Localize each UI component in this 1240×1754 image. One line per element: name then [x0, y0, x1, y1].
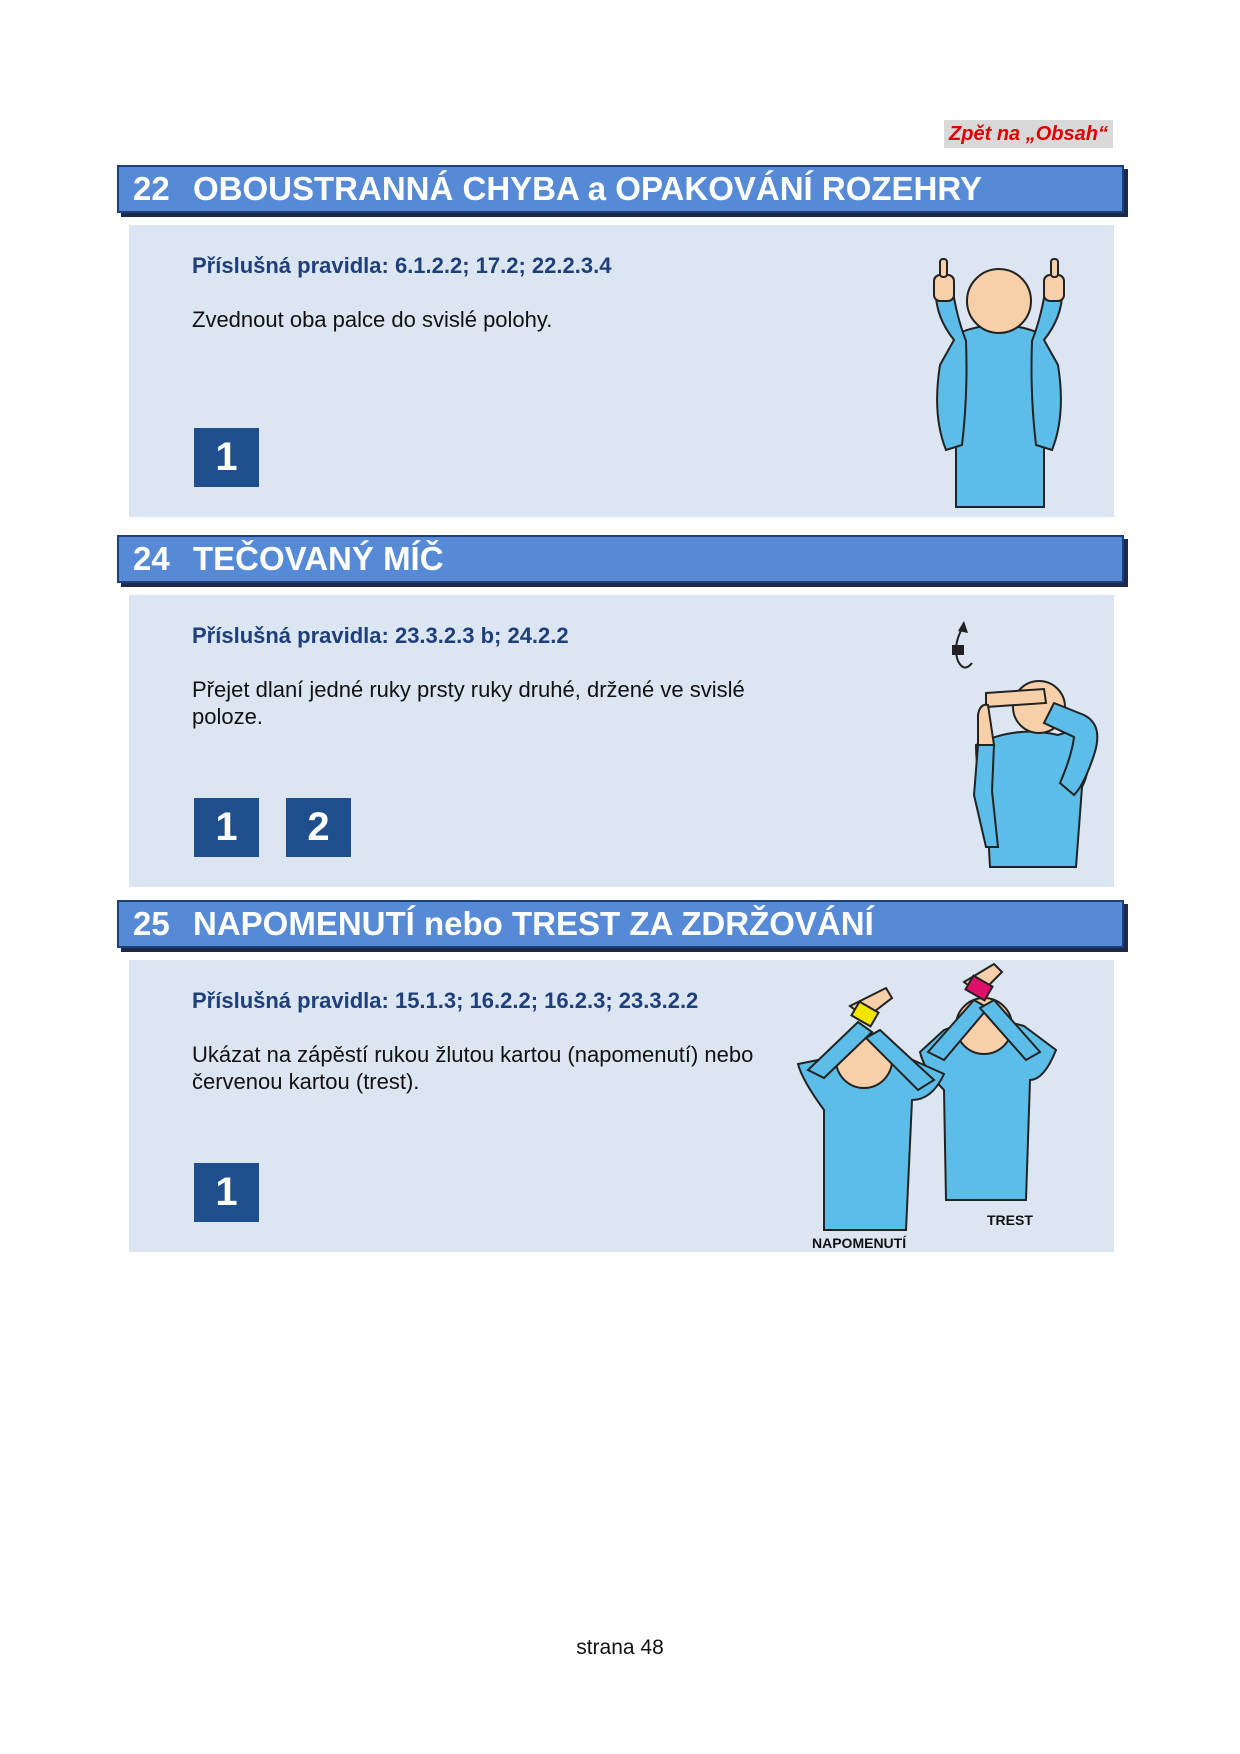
section-25-header — [117, 900, 1124, 948]
step-number-box: 1 — [194, 798, 259, 857]
signal-description: Ukázat na zápěstí rukou žlutou kartou (napomenutí) nebo červenou kartou (trest). — [192, 1042, 754, 1094]
step-number-box: 1 — [194, 428, 259, 487]
referee-warning-penalty-illustration — [794, 960, 1104, 1252]
section-title: OBOUSTRANNÁ CHYBA a OPAKOVÁNÍ ROZEHRY — [193, 170, 982, 207]
step-number-box: 2 — [286, 798, 351, 857]
section-22-header — [117, 165, 1124, 213]
section-title: TEČOVANÝ MÍČ — [193, 540, 444, 577]
section-24-panel — [129, 595, 1114, 887]
section-25-panel — [129, 960, 1114, 1252]
section-number: 22 — [133, 170, 170, 207]
penalty-label: TREST — [987, 1212, 1033, 1228]
section-number: 24 — [133, 540, 170, 577]
step-number-box: 1 — [194, 1163, 259, 1222]
rules-reference: Příslušná pravidla: 23.3.2.3 b; 24.2.2 — [192, 623, 569, 648]
signal-description: Zvednout oba palce do svislé polohy. — [192, 307, 553, 332]
section-title: NAPOMENUTÍ nebo TREST ZA ZDRŽOVÁNÍ — [193, 905, 874, 942]
signal-description: Přejet dlaní jedné ruky prsty ruky druhé, držené ve svislé poloze. — [192, 677, 745, 729]
page-number: strana 48 — [576, 1636, 664, 1659]
section-24-header — [117, 535, 1124, 583]
rules-reference: Příslušná pravidla: 15.1.3; 16.2.2; 16.2.3; 23.3.2.2 — [192, 988, 699, 1013]
referee-penalty-figure — [920, 964, 1056, 1228]
referee-ball-touched-illustration — [934, 615, 1114, 887]
rules-reference: Příslušná pravidla: 6.1.2.2; 17.2; 22.2.3.4 — [192, 253, 612, 278]
referee-thumbs-up-illustration — [894, 245, 1104, 517]
section-22-panel — [129, 225, 1114, 517]
referee-warning-figure — [798, 988, 944, 1251]
warning-label: NAPOMENUTÍ — [812, 1235, 907, 1251]
section-number: 25 — [133, 905, 170, 942]
back-to-contents-link[interactable]: Zpět na „Obsah“ — [944, 120, 1113, 148]
